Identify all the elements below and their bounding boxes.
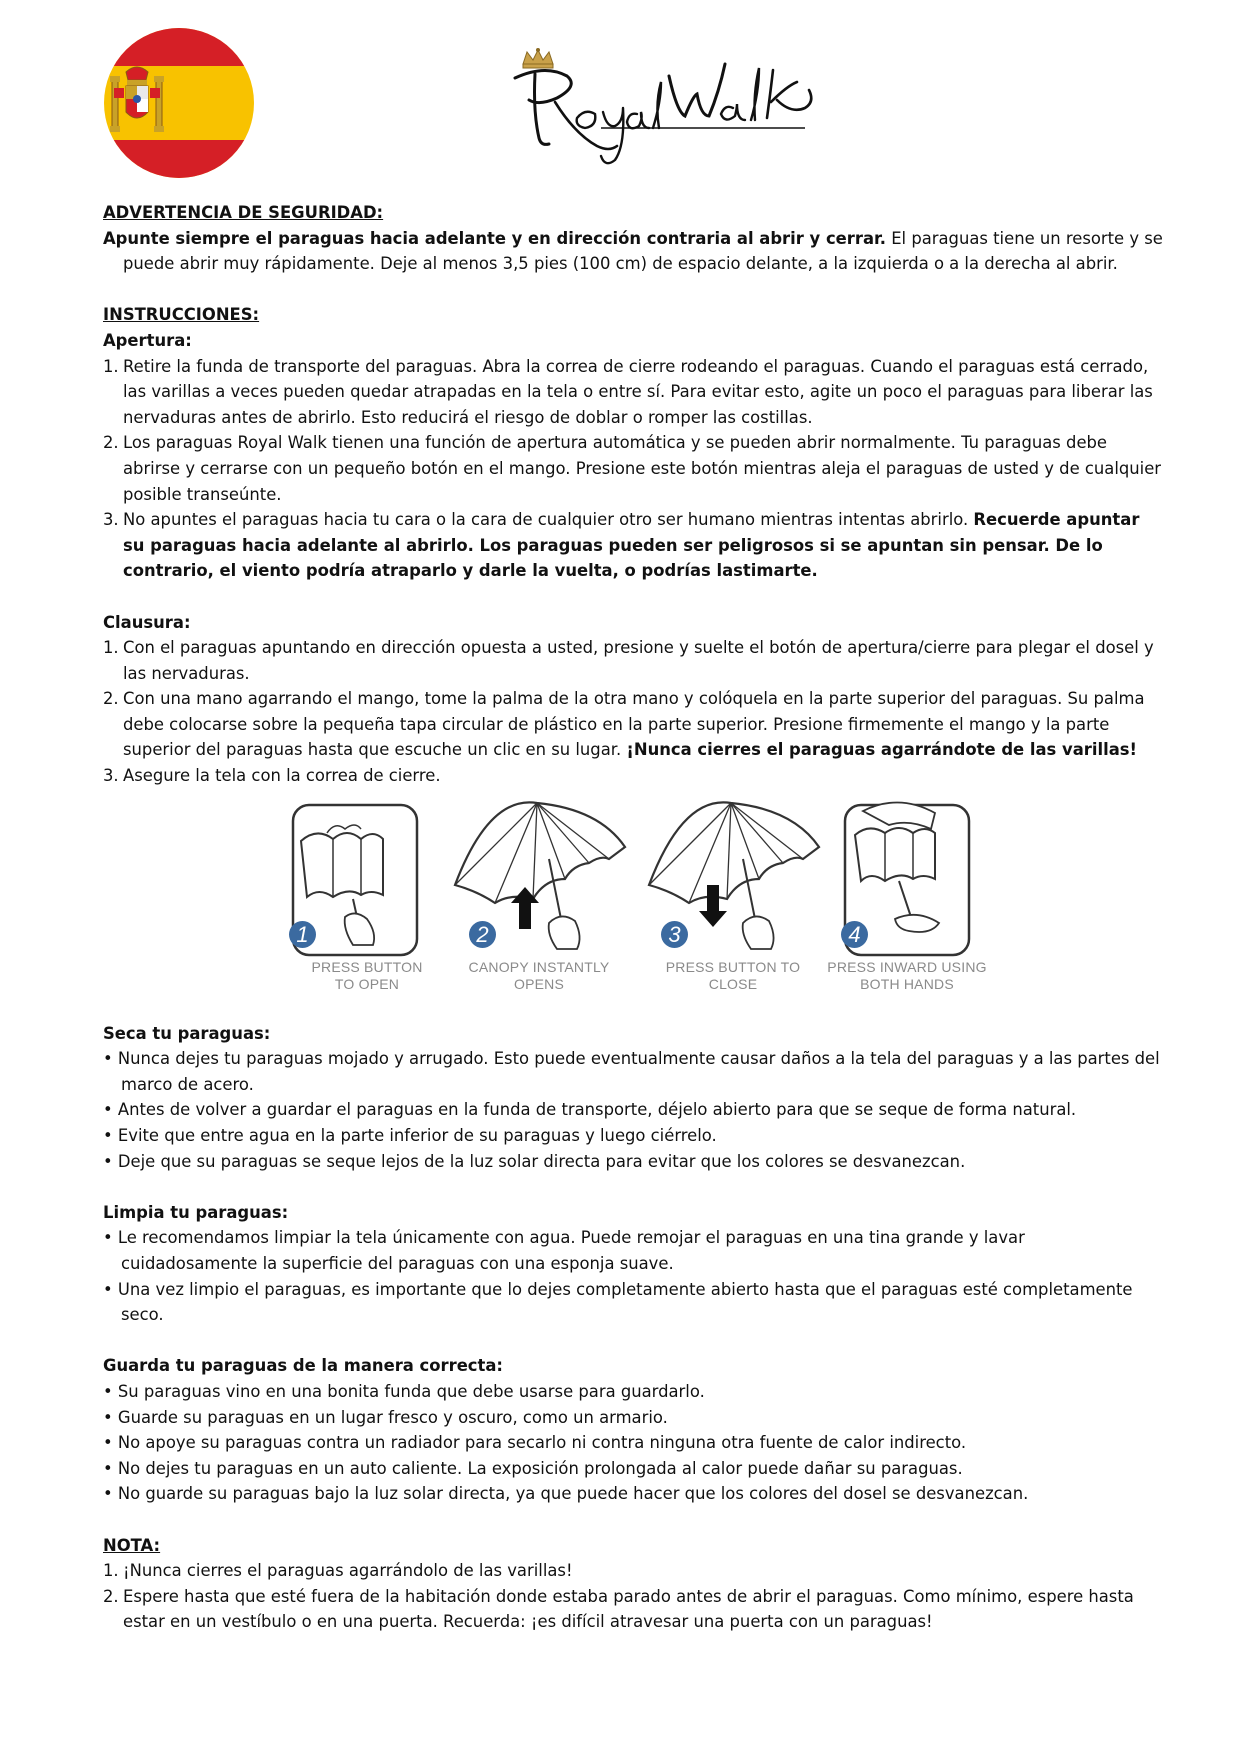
step-2 [449, 799, 609, 1009]
safety-heading: ADVERTENCIA DE SEGURIDAD: [103, 203, 384, 222]
store-bullet: • No apoye su paraguas contra un radiador para secarlo ni contra ninguna otra fuente de calor indirecto. [103, 1433, 967, 1453]
store-bullet: • No dejes tu paraguas en un auto caliente. La exposición prolongada al calor puede dañar su paraguas. [103, 1458, 963, 1478]
safety-rest-text: El paraguas tiene un resorte y se puede abrir muy rápidamente. Deje al menos 3,5 pies (100 cm) de espacio delante, a la izquierda o a la derecha al abrir. [123, 228, 1163, 274]
step-number-badge: 3 [661, 921, 688, 948]
crown-icon [523, 48, 553, 68]
closing-item: 2. Con una mano agarrando el mango, tome la palma de la otra mano y colóquela en la parte superior del paraguas. Su palma debe colocarse sobre la pequeña tapa circular de plástico en la parte superior. Presione firmemente el mango y la parte superior del paraguas hasta que escuche un clic en su lugar. ¡Nunca cierres el paraguas agarrándote de las varillas! [103, 689, 1145, 760]
dry-bullet: • Evite que entre agua en la parte inferior de su paraguas y luego ciérrelo. [103, 1126, 717, 1146]
step-caption: PRESS INWARD USING BOTH HANDS [827, 958, 987, 992]
clean-bullet: • Una vez limpio el paraguas, es importante que lo dejes completamente abierto hasta que el paraguas esté completamente seco. [103, 1279, 1133, 1325]
royal-walk-logo [505, 42, 815, 172]
store-bullet: • Su paraguas vino en una bonita funda que debe usarse para guardarlo. [103, 1381, 705, 1401]
safety-text [103, 226, 1163, 277]
document-body [103, 200, 1163, 1635]
clean-heading: Limpia tu paraguas: [103, 1202, 289, 1222]
store-heading: Guarda tu paraguas de la manera correcta: [103, 1356, 503, 1376]
closing-item: 3. Asegure la tela con la correa de cierre. [103, 766, 441, 786]
clean-bullet: • Le recomendamos limpiar la tela únicamente con agua. Puede remojar el paraguas en una tina grande y lavar cuidadosamente la superficie del paraguas con una esponja suave. [103, 1228, 1025, 1273]
opening-item: 3. No apuntes el paraguas hacia tu cara o la cara de cualquier otro ser humano mientras intentas abrirlo. Recuerde apuntar su paraguas hacia adelante al abrirlo. Los paraguas pueden ser peligrosos si se apuntan sin pensar. De lo contrario, el viento podría atraparlo y darle la vuelta, o podrías lastimarte. [103, 510, 1140, 581]
store-bullet: • Guarde su paraguas en un lugar fresco y oscuro, como un armario. [103, 1407, 668, 1427]
step-caption: CANOPY INSTANTLY OPENS [468, 958, 610, 992]
step-number-badge: 1 [289, 921, 316, 948]
step-3 [643, 799, 803, 1009]
safety-bold-text: Apunte siempre el paraguas hacia adelante y en dirección contraria al abrir y cerrar. [103, 228, 886, 248]
opening-heading: Apertura: [103, 330, 192, 350]
note-item: 2. Espere hasta que esté fuera de la habitación donde estaba parado antes de abrir el paraguas. Como mínimo, espere hasta estar en un vestíbulo o en una puerta. Recuerda: ¡es difícil atravesar una puerta con un paraguas! [103, 1586, 1134, 1632]
step-number-badge: 2 [469, 921, 496, 948]
step-caption: PRESS BUTTON TO OPEN [311, 958, 423, 992]
dry-bullet: • Deje que su paraguas se seque lejos de la luz solar directa para evitar que los colores se desvanezcan. [103, 1151, 966, 1171]
step-1 [287, 799, 447, 1009]
note-item: 1. ¡Nunca cierres el paraguas agarrándolo de las varillas! [103, 1561, 573, 1581]
step-number-badge: 4 [841, 921, 868, 948]
closing-heading: Clausura: [103, 612, 191, 632]
dry-heading: Seca tu paraguas: [103, 1023, 271, 1043]
opening-item: 2. Los paraguas Royal Walk tienen una función de apertura automática y se pueden abrir normalmente. Tu paraguas debe abrirse y cerrarse con un pequeño botón en el mango. Presione este botón mientras aleja el paraguas de usted y de cualquier posible transeúnte. [103, 433, 1162, 504]
spanish-flag-icon [104, 28, 254, 178]
opening-item: 1. Retire la funda de transporte del paraguas. Abra la correa de cierre rodeando el paraguas. Cuando el paraguas está cerrado, las varillas a veces pueden quedar atrapadas en la tela o entre sí. Para evitar esto, agite un poco el paraguas para liberar las nervaduras antes de abrirlo. Esto reducirá el riesgo de doblar o romper las costillas. [103, 356, 1153, 427]
store-bullet: • No guarde su paraguas bajo la luz solar directa, ya que puede hacer que los colores del dosel se desvanezcan. [103, 1484, 1029, 1504]
step-4 [827, 799, 999, 1009]
step-caption: PRESS BUTTON TO CLOSE [665, 958, 801, 992]
note-heading: NOTA: [103, 1535, 161, 1555]
instructions-heading: INSTRUCCIONES: [103, 305, 260, 325]
dry-bullet: • Nunca dejes tu paraguas mojado y arrugado. Esto puede eventualmente causar daños a la tela del paraguas y a las partes del marco de acero. [103, 1049, 1160, 1094]
umbrella-steps-illustration [103, 799, 1163, 1011]
closing-item: 1. Con el paraguas apuntando en dirección opuesta a usted, presione y suelte el botón de apertura/cierre para plegar el dosel y las nervaduras. [103, 638, 1154, 683]
dry-bullet: • Antes de volver a guardar el paraguas en la funda de transporte, déjelo abierto para que se seque de forma natural. [103, 1100, 1077, 1120]
